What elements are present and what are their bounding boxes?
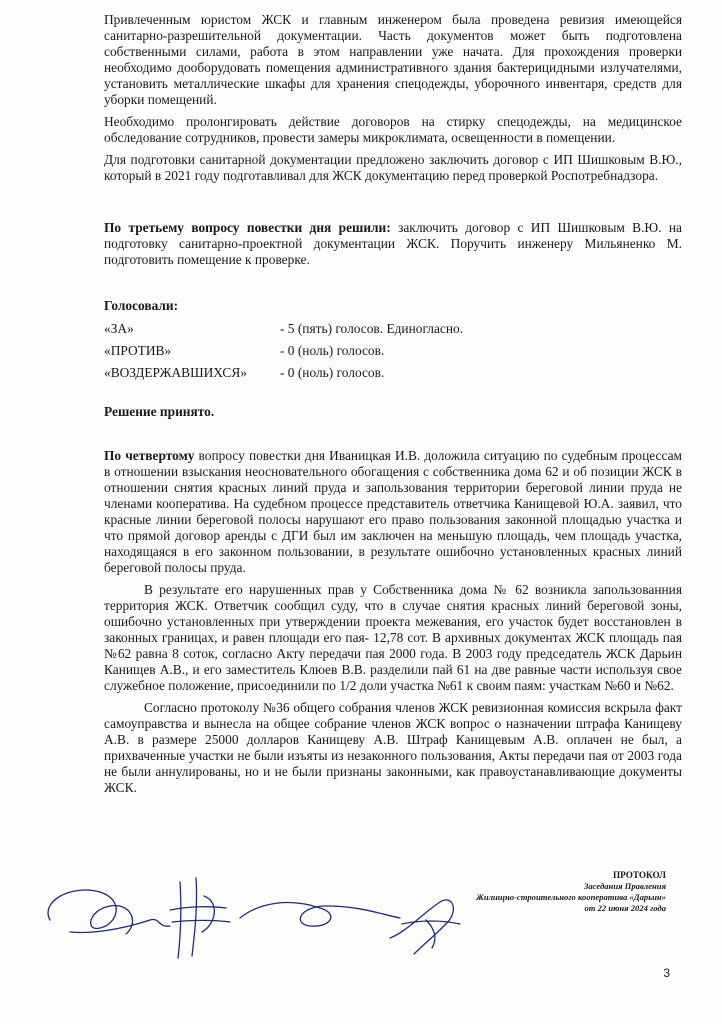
vote-row-abstained [104, 362, 682, 384]
footer-line-meeting: Заседания Правления [584, 881, 666, 891]
paragraph-violated-rights: В результате его нарушенных прав у Собственника дома № 62 возникла запользованния территория ЖСК. Ответчик сообщил суду, что в случае снятия красных линий береговой зоны, ошибочно установленных при утверждении проекта межевания, его участок будет восстановлен в законных границах, и равен площади его пая- 12,78 сот. В архивных документах ЖСК площадь пая №62 равна 8 соток, согласно Акту передачи пая 2000 года. В 2003 году председатель ЖСК Дарьин Канищев А.В., и его заместитель Клюев В.В. разделили пай 61 на две равные части используя свое служебное положение, присоединили по 1/2 доли участка №61 к своим паям: участкам №60 и №62. [104, 582, 682, 693]
paragraph-protocol-36: Согласно протоколу №36 общего собрания членов ЖСК ревизионная комиссия вскрыла факт самоуправства и вынесла на общее собрание членов ЖСК вопрос о назначении штрафа Канищеву А.В. в размере 25000 долларов Канищеву А.В. Штраф Канищевым А.В. оплачен не был, а прихваченные участки не были изъяты из незаконного пользования, Акты передачи пая от 2003 года не были аннулированы, но и не были признаны законными, как правоустанавливающие документы ЖСК. [104, 700, 682, 795]
document-body [104, 12, 682, 796]
page-number: 3 [663, 966, 670, 980]
vote-label: «ВОЗДЕРЖАВШИХСЯ» [104, 365, 247, 380]
vote-row-for [104, 318, 682, 340]
paragraph-third-question [104, 220, 682, 268]
vote-heading: Голосовали: [104, 298, 179, 313]
paragraph-revision: Привлеченным юристом ЖСК и главным инженером была проведена ревизия имеющейся санитарно-разрешительной документации. Часть документов может быть подготовлена собственными силами, работа в этом направлении уже начата. Для прохождения проверки необходимо дооборудовать помещения административного здания бактерицидными излучателями, установить металлические шкафы для хранения спецодежды, уборочного инвентаря, средств для уборки помещений. [104, 12, 682, 107]
paragraph-fourth-question [104, 448, 682, 576]
vote-value: - 5 (пять) голосов. Единогласно. [280, 321, 464, 336]
vote-block [104, 298, 682, 384]
footer-line-cooperative: Жилищно-строительного кооператива «Дарьин» [475, 892, 666, 902]
fourth-question-lead: По четвертому [104, 448, 195, 463]
footer-title: ПРОТОКОЛ [613, 870, 666, 880]
third-question-lead: По третьему вопросу повестки дня решили: [104, 220, 391, 235]
vote-value: - 0 (ноль) голосов. [280, 365, 385, 380]
protocol-footer [406, 870, 666, 914]
fourth-question-text: вопросу повестки дня Иваницкая И.В. доложила ситуацию по судебным процессам в отношении взыскания неосновательного обогащения с собственника дома 62 и об позиции ЖСК в отношении снятия красных линий пруда и запользования территории береговой линии пруда не членами кооператива. На судебном процессе представитель ответчика Канищевой Ю.А. заявил, что красные линии береговой полосы нарушают его право пользования законной площадью участка и что прямой договор аренды с ДГИ был им заключен на меньшую площадь, чем площадь участка, находящаяся в его законном пользовании, в результате ошибочно установленных красных линий береговой полосы пруда. [104, 448, 683, 575]
footer-line-date: от 22 июня 2024 года [584, 903, 666, 913]
vote-value: - 0 (ноль) голосов. [280, 343, 385, 358]
decision-text: Решение принято. [104, 404, 215, 419]
vote-label: «ПРОТИВ» [104, 343, 172, 358]
vote-label: «ЗА» [104, 321, 134, 336]
third-question-text: заключить договор с ИП Шишковым В.Ю. на подготовку санитарно-проектной документации ЖСК. Поручить инженеру Мильяненко М. подготовить помещение к проверке. [104, 220, 682, 267]
paragraph-contracts: Необходимо пролонгировать действие договоров на стирку спецодежды, на медицинское обследование сотрудников, провести замеры микроклимата, освещенности в помещении. [104, 114, 682, 145]
paragraph-sanitary-docs: Для подготовки санитарной документации предложено заключить договор с ИП Шишковым В.Ю., который в 2021 году подготавливал для ЖСК документацию перед проверкой Роспотребнадзора. [104, 152, 682, 183]
vote-row-against [104, 340, 682, 362]
